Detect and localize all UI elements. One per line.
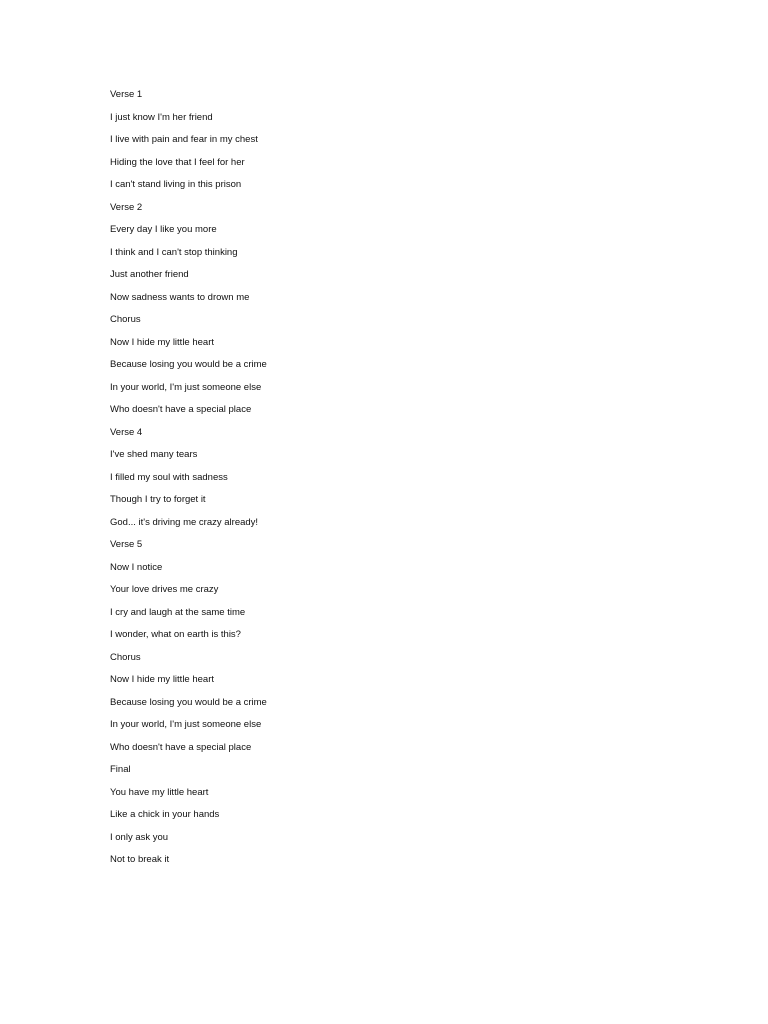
lyric-line: Who doesn't have a special place (110, 741, 252, 753)
lyric-line: I think and I can't stop thinking (110, 246, 238, 258)
lyric-line: Your love drives me crazy (110, 584, 219, 595)
lyric-line: In your world, I'm just someone else (110, 381, 262, 393)
lyric-line: Though I try to forget it (110, 494, 206, 505)
lyric-line: Verse 4 (110, 426, 143, 438)
lyric-line: Not to break it (110, 854, 170, 865)
lyric-line: I cry and laugh at the same time (110, 606, 246, 618)
lyric-line: Now I hide my little heart (110, 336, 215, 348)
lyric-line: Verse 2 (110, 201, 143, 213)
lyric-line: I filled my soul with sadness (110, 471, 228, 483)
lyric-line: You have my little heart (110, 786, 209, 798)
lyric-line: I just know I'm her friend (110, 111, 213, 123)
lyric-line: I can't stand living in this prison (110, 179, 242, 190)
lyrics-list (110, 84, 267, 872)
lyric-line: I wonder, what on earth is this? (110, 629, 241, 640)
lyric-line: Like a chick in your hands (110, 809, 220, 820)
lyric-line: Chorus (110, 314, 141, 325)
lyric-line: Now sadness wants to drown me (110, 291, 250, 303)
lyric-line: I live with pain and fear in my chest (110, 134, 258, 145)
lyric-line: In your world, I'm just someone else (110, 719, 262, 730)
lyric-line: God... it's driving me crazy already! (110, 516, 259, 528)
lyric-line: Verse 1 (110, 89, 143, 100)
lyric-line: Because losing you would be a crime (110, 696, 267, 708)
lyric-line: Who doesn't have a special place (110, 404, 252, 415)
lyric-line: Now I notice (110, 561, 163, 573)
lyric-line: Every day I like you more (110, 224, 217, 235)
lyric-line: Now I hide my little heart (110, 674, 215, 685)
lyric-line: Just another friend (110, 269, 189, 280)
lyric-line: Verse 5 (110, 539, 143, 550)
lyric-line: Because losing you would be a crime (110, 359, 267, 370)
lyric-line: I've shed many tears (110, 449, 198, 460)
lyric-line: Hiding the love that I feel for her (110, 156, 245, 168)
lyric-line: Chorus (110, 651, 141, 663)
lyric-line: Final (110, 764, 131, 775)
lyric-line: I only ask you (110, 831, 169, 843)
